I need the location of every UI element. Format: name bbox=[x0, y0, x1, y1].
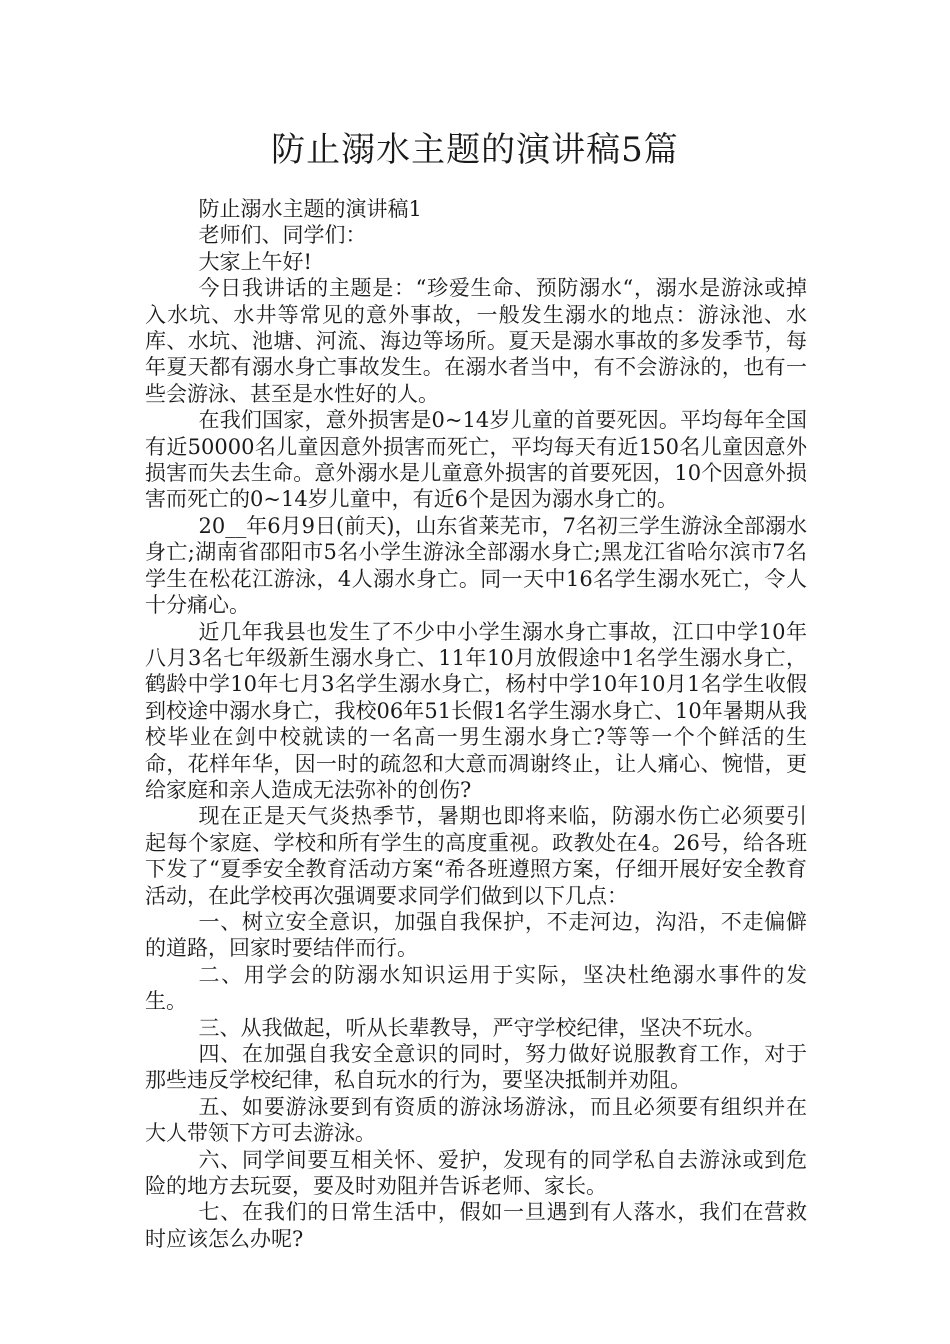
paragraph: 今日我讲话的主题是：“珍爱生命、预防溺水“，溺水是游泳或掉入水坑、水井等常见的意外事故，一般发生溺水的地点：游泳池、水库、水坑、池塘、河流、海边等场所。夏天是溺水事故的多发季节，每年夏天都有溺水身亡事故发生。在溺水者当中，有不会游泳的，也有一些会游泳、甚至是水性好的人。 bbox=[145, 276, 807, 406]
paragraph: 六、同学间要互相关怀、爱护，发现有的同学私自去游泳或到危险的地方去玩耍，要及时劝阻并告诉老师、家长。 bbox=[145, 1147, 807, 1199]
document-title: 防止溺水主题的演讲稿5篇 bbox=[271, 130, 679, 170]
paragraph: 大家上午好! bbox=[198, 249, 312, 274]
paragraph: 七、在我们的日常生活中，假如一旦遇到有人落水，我们在营救时应该怎么办呢? bbox=[145, 1200, 807, 1251]
document-body bbox=[145, 196, 807, 1252]
paragraph: 近几年我县也发生了不少中小学生溺水身亡事故，江口中学10年八月3名七年级新生溺水身亡、11年10月放假途中1名学生溺水身亡，鹤龄中学10年七月3名学生溺水身亡，杨村中学10年10月1名学生收假到校途中溺水身亡，我校06年51长假1名学生溺水身亡、10年暑期从我校毕业在剑中校就读的一名高一男生溺水身亡?等等一个个鲜活的生命，花样年华，因一时的疏忽和大意而凋谢终止，让人痛心、惋惜，更给家庭和亲人造成无法弥补的创伤? bbox=[145, 619, 807, 802]
paragraph: 四、在加强自我安全意识的同时，努力做好说服教育工作，对于那些违反学校纪律，私自玩水的行为，要坚决抵制并劝阻。 bbox=[145, 1042, 807, 1093]
paragraph: 三、从我做起，听从长辈教导，严守学校纪律，坚决不玩水。 bbox=[198, 1015, 766, 1040]
paragraph: 五、如要游泳要到有资质的游泳场游泳，而且必须要有组织并在大人带领下方可去游泳。 bbox=[145, 1094, 807, 1146]
paragraph: 在我们国家，意外损害是0~14岁儿童的首要死因。平均每年全国有近50000名儿童因意外损害而死亡，平均每天有近150名儿童因意外损害而失去生命。意外溺水是儿童意外损害的首要死因，10个因意外损害而死亡的0~14岁儿童中，有近6个是因为溺水身亡的。 bbox=[145, 408, 807, 512]
paragraph: 防止溺水主题的演讲稿1 bbox=[198, 197, 422, 221]
paragraph: 现在正是天气炎热季节，暑期也即将来临，防溺水伤亡必须要引起每个家庭、学校和所有学生的高度重视。政教处在4。26号，给各班下发了“夏季安全教育活动方案“希各班遵照方案，仔细开展好安全教育活动，在此学校再次强调要求同学们做到以下几点： bbox=[145, 804, 807, 908]
paragraph: 二、用学会的防溺水知识运用于实际，坚决杜绝溺水事件的发生。 bbox=[145, 962, 807, 1014]
paragraph: 一、树立安全意识，加强自我保护，不走河边，沟沿，不走偏僻的道路，回家时要结伴而行。 bbox=[145, 909, 807, 961]
paragraph: 20__年6月9日(前天)，山东省莱芜市，7名初三学生游泳全部溺水身亡;湖南省邵阳市5名小学生游泳全部溺水身亡;黑龙江省哈尔滨市7名学生在松花江游泳，4人溺水身亡。同一天中16名学生溺水死亡，令人十分痛心。 bbox=[145, 513, 807, 618]
paragraph: 老师们、同学们： bbox=[198, 223, 367, 248]
